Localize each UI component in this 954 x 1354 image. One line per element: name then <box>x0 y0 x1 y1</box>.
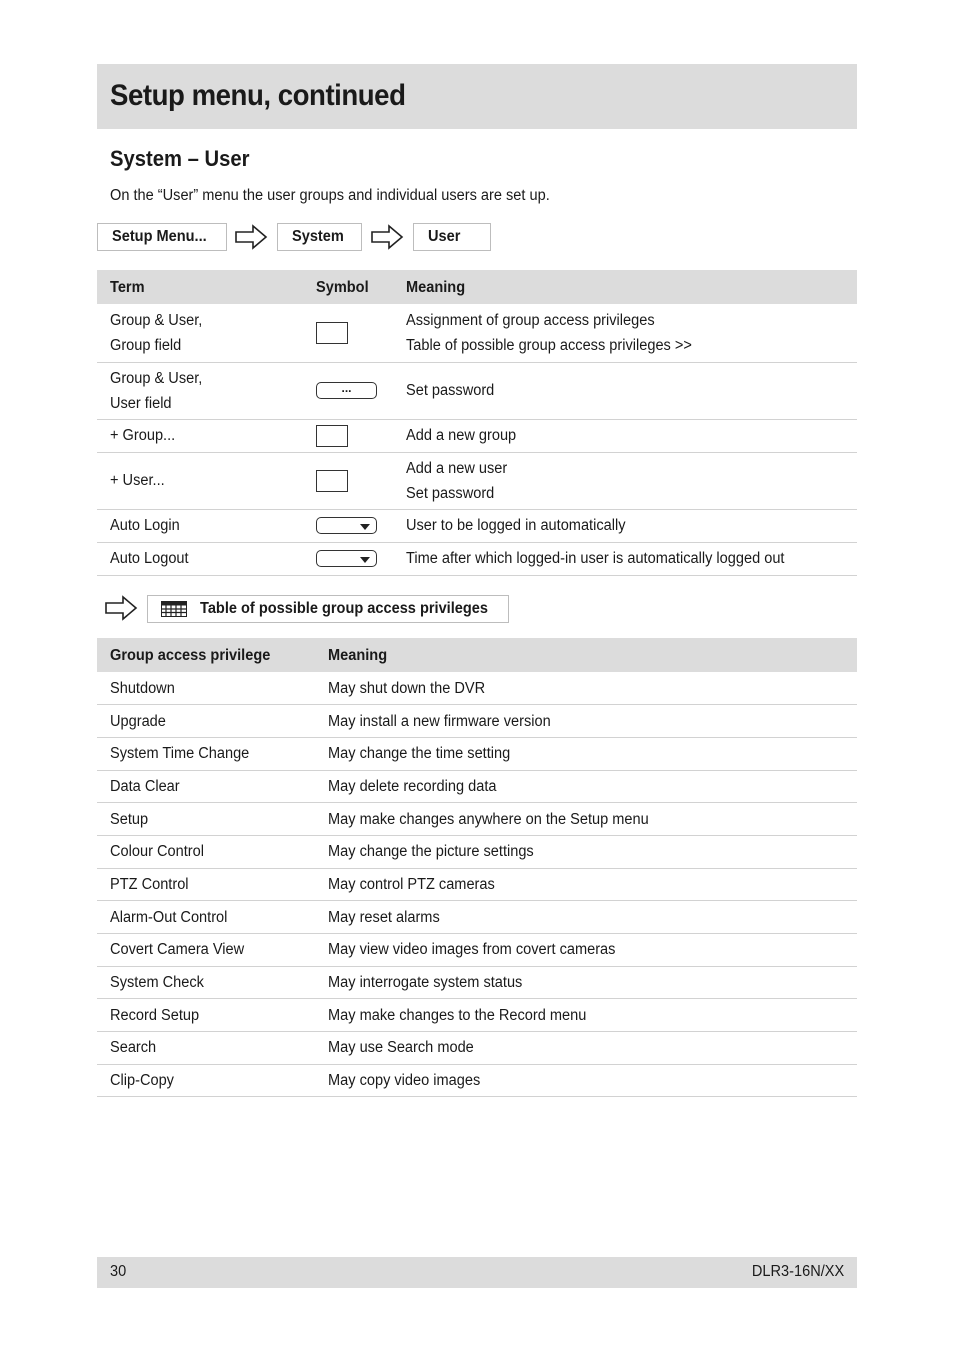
privilege-name: Upgrade <box>110 712 166 730</box>
table-row <box>97 1032 857 1065</box>
privilege-meaning: May interrogate system status <box>328 974 523 992</box>
privilege-meaning: May change the time setting <box>328 745 511 763</box>
page-footer <box>97 1257 857 1288</box>
table-icon <box>161 601 187 617</box>
privilege-meaning: May delete recording data <box>328 777 497 795</box>
privilege-name: Setup <box>110 810 149 828</box>
privilege-meaning: May install a new firmware version <box>328 712 551 730</box>
table-row <box>97 542 857 575</box>
privilege-meaning: May reset alarms <box>328 908 440 926</box>
table-row <box>97 509 857 542</box>
privilege-name: Search <box>110 1039 157 1057</box>
table-header-row <box>97 270 857 304</box>
term-text: Group & User, <box>110 311 203 329</box>
term-text: Group field <box>110 336 182 354</box>
meaning-text: Set password <box>406 382 495 399</box>
term-text: Auto Login <box>110 517 180 534</box>
table-row <box>97 966 857 999</box>
table-row <box>97 1064 857 1097</box>
table-row <box>97 803 857 836</box>
dropdown-icon <box>316 517 377 534</box>
page-title: Setup menu, continued <box>110 79 406 112</box>
password-field-icon: ... <box>316 382 377 399</box>
privilege-meaning: May change the picture settings <box>328 843 534 861</box>
arrow-right-icon <box>370 224 404 250</box>
header-term: Term <box>97 270 316 304</box>
title-bar <box>97 64 857 129</box>
arrow-right-icon <box>234 224 268 250</box>
privilege-meaning: May copy video images <box>328 1072 481 1090</box>
privilege-meaning: May make changes anywhere on the Setup menu <box>328 810 649 828</box>
table-row <box>97 835 857 868</box>
model-number: DLR3-16N/XX <box>751 1263 844 1280</box>
dropdown-icon <box>316 550 377 567</box>
table-row <box>97 999 857 1032</box>
privilege-name: PTZ Control <box>110 875 189 893</box>
meaning-text: Add a new user <box>406 459 508 477</box>
section-title: System – User <box>110 146 250 171</box>
meaning-text: Assignment of group access privileges <box>406 311 655 329</box>
box-icon <box>316 470 348 492</box>
privilege-name: Record Setup <box>110 1006 200 1024</box>
breadcrumb-user <box>413 223 491 251</box>
meaning-text: Table of possible group access privileges >> <box>406 336 692 354</box>
privilege-name: Colour Control <box>110 843 204 861</box>
privilege-name: Shutdown <box>110 679 175 697</box>
table-row <box>97 705 857 738</box>
breadcrumb-system <box>277 223 362 251</box>
header-meaning: Meaning <box>328 638 857 672</box>
breadcrumb-label: System <box>292 228 344 245</box>
term-text: + Group... <box>110 427 176 444</box>
term-text: Group & User, <box>110 369 203 387</box>
table-row <box>97 770 857 803</box>
term-text: Auto Logout <box>110 550 189 567</box>
table-header-row <box>97 638 857 672</box>
breadcrumb-label: Setup Menu... <box>112 228 207 245</box>
header-privilege: Group access privilege <box>97 638 328 672</box>
intro-text: On the “User” menu the user groups and individual users are set up. <box>110 187 550 204</box>
box-icon <box>316 425 348 447</box>
arrow-right-icon <box>104 595 138 621</box>
privilege-meaning: May use Search mode <box>328 1039 474 1057</box>
privilege-name: System Check <box>110 974 204 992</box>
table-row <box>97 737 857 770</box>
meaning-text: User to be logged in automatically <box>406 517 626 534</box>
privilege-meaning: May shut down the DVR <box>328 679 486 697</box>
header-symbol: Symbol <box>316 270 406 304</box>
header-meaning: Meaning <box>406 270 857 304</box>
table-row <box>97 304 857 362</box>
table-row <box>97 452 857 509</box>
privilege-meaning: May control PTZ cameras <box>328 875 495 893</box>
box-icon <box>316 322 348 344</box>
privilege-name: Data Clear <box>110 777 180 795</box>
privilege-name: System Time Change <box>110 745 250 763</box>
privilege-meaning: May make changes to the Record menu <box>328 1006 587 1024</box>
privilege-name: Covert Camera View <box>110 941 245 959</box>
privileges-table <box>97 638 857 1097</box>
privileges-table-link[interactable] <box>147 595 509 623</box>
meaning-text: Time after which logged-in user is automatically logged out <box>406 550 785 567</box>
privilege-meaning: May view video images from covert cameras <box>328 941 616 959</box>
privileges-link-label: Table of possible group access privileges <box>200 600 488 617</box>
term-text: User field <box>110 394 172 412</box>
page-number: 30 <box>110 1263 127 1280</box>
privilege-name: Clip-Copy <box>110 1072 174 1090</box>
meaning-text: Set password <box>406 484 495 502</box>
table-row <box>97 934 857 967</box>
terms-table <box>97 270 857 576</box>
table-row <box>97 901 857 934</box>
table-row <box>97 419 857 452</box>
table-row <box>97 672 857 705</box>
table-row <box>97 868 857 901</box>
breadcrumb-label: User <box>428 228 461 245</box>
privilege-name: Alarm-Out Control <box>110 908 228 926</box>
term-text: + User... <box>110 472 165 489</box>
meaning-text: Add a new group <box>406 427 517 444</box>
table-row <box>97 362 857 419</box>
breadcrumb-setup-menu <box>97 223 227 251</box>
